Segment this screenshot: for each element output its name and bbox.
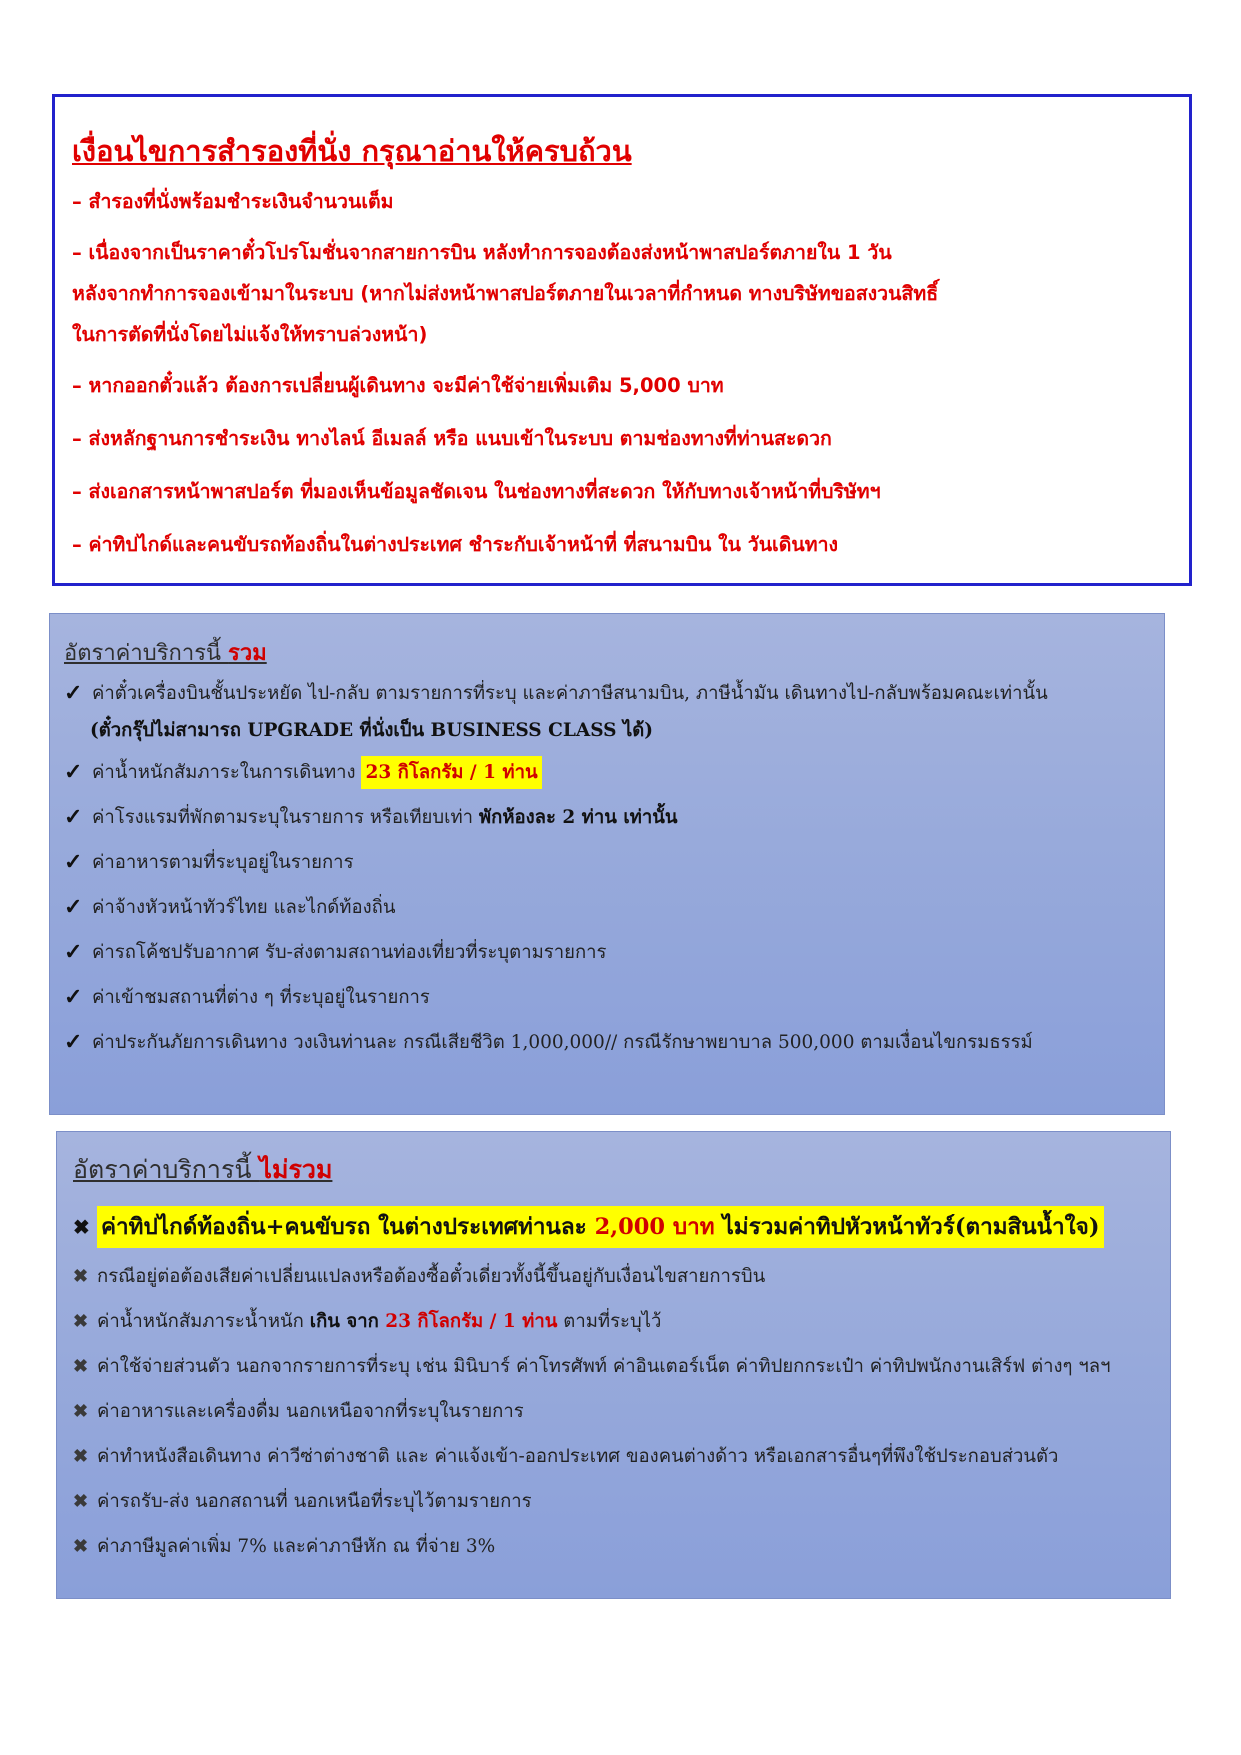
condition-passport-deadline (72, 232, 1171, 355)
hotel-occupancy: พักห้องละ 2 ท่าน เท่านั้น (478, 807, 678, 828)
excluded-item-text: กรณีอยู่ต่อต้องเสียค่าเปลี่ยนแปลงหรือต้องซื้อตั๋วเดี่ยวทั้งนี้ขึ้นอยู่กับเงื่อนไขสายการบิน (97, 1266, 766, 1287)
included-item-insurance (64, 1028, 1150, 1058)
baggage-allowance-highlight: 23 กิโลกรัม / 1 ท่าน (361, 756, 541, 789)
excluded-item-tips (73, 1206, 1156, 1248)
included-item-airfare (64, 679, 1150, 709)
excluded-title-accent: ไม่รวม (259, 1155, 333, 1184)
check-icon: ✓ (64, 680, 83, 706)
included-item-admission (64, 983, 1150, 1013)
included-item-text: ค่าจ้างหัวหน้าทัวร์ไทย และไกด์ท้องถิ่น (92, 897, 396, 918)
included-title-accent: รวม (228, 640, 267, 666)
included-airfare-note: (ตั๋วกรุ๊ปไม่สามารถ UPGRADE ที่นั่งเป็น BUSINESS CLASS ได้) (90, 720, 654, 741)
excluded-item-extension (73, 1262, 1156, 1292)
cross-icon: ✖ (73, 1536, 89, 1557)
excluded-title (73, 1152, 1156, 1188)
check-icon: ✓ (64, 894, 83, 920)
included-item-baggage (64, 758, 1150, 788)
excluded-item-text: ค่าทำหนังสือเดินทาง ค่าวีซ่าต่างชาติ และ ค่าแจ้งเข้า-ออกประเทศ ของคนต่างด้าว หรือเอกสารอื่นๆที่พึงใช้ประกอบส่วนตัว (97, 1446, 1059, 1467)
overweight-suffix: ตามที่ระบุไว้ (557, 1311, 662, 1332)
included-item-text: ค่าอาหารตามที่ระบุอยู่ในรายการ (92, 852, 354, 873)
excluded-item-taxes (73, 1532, 1156, 1562)
booking-conditions-box (52, 94, 1192, 586)
check-icon: ✓ (64, 939, 83, 965)
cross-icon: ✖ (73, 1266, 89, 1287)
included-title-prefix: อัตราค่าบริการนี้ (64, 641, 229, 666)
baggage-label: ค่าน้ำหนักสัมภาระในการเดินทาง (92, 762, 362, 783)
condition-passport-copy: – ส่งเอกสารหน้าพาสปอร์ต ที่มองเห็นข้อมูลชัดเจน ในช่องทางที่สะดวก ให้กับทางเจ้าหน้าที่บริษัทฯ (72, 480, 881, 503)
overweight-label: ค่าน้ำหนักสัมภาระน้ำหนัก (97, 1311, 310, 1332)
excluded-services-panel (56, 1131, 1171, 1599)
check-icon: ✓ (64, 849, 83, 875)
included-item-text: ค่ารถโค้ชปรับอากาศ รับ-ส่งตามสถานท่องเที่ยวที่ระบุตามรายการ (92, 942, 607, 963)
tips-amount: 2,000 บาท (594, 1214, 715, 1240)
condition-payment-proof: – ส่งหลักฐานการชำระเงิน ทางไลน์ อีเมลล์ หรือ แนบเข้าในระบบ ตามช่องทางที่ท่านสะดวก (72, 427, 832, 450)
excluded-item-text (97, 1307, 661, 1337)
included-item-coach (64, 938, 1150, 968)
included-item-hotel (64, 803, 1150, 833)
included-item-guides (64, 893, 1150, 923)
excluded-item-passport-visa (73, 1442, 1156, 1472)
cross-icon: ✖ (73, 1401, 89, 1422)
tips-text-c: ไม่รวมค่าทิปหัวหน้าทัวร์(ตามสินน้ำใจ) (714, 1214, 1100, 1240)
check-icon: ✓ (64, 1029, 83, 1055)
included-item-text: ค่าเข้าชมสถานที่ต่าง ๆ ที่ระบุอยู่ในรายการ (92, 987, 430, 1008)
excluded-item-transfers (73, 1487, 1156, 1517)
cross-icon: ✖ (73, 1356, 89, 1377)
condition-passport-line-3: ในการตัดที่นั่งโดยไม่แจ้งให้ทราบล่วงหน้า) (72, 323, 428, 346)
cross-icon: ✖ (73, 1311, 89, 1332)
excluded-item-overweight (73, 1307, 1156, 1337)
included-item-text (92, 758, 542, 788)
included-item-text (92, 803, 678, 833)
cross-icon: ✖ (73, 1491, 89, 1512)
excluded-item-text: ค่ารถรับ-ส่ง นอกสถานที่ นอกเหนือที่ระบุไว้ตามรายการ (97, 1491, 532, 1512)
included-item-text: ค่าตั๋วเครื่องบินชั้นประหยัด ไป-กลับ ตามรายการที่ระบุ และค่าภาษีสนามบิน, ภาษีน้ำมัน เดินทางไป-กลับพร้อมคณะเท่านั้น (92, 683, 1048, 704)
check-icon: ✓ (64, 984, 83, 1010)
excluded-tips-highlight (97, 1206, 1104, 1248)
excluded-item-personal (73, 1352, 1156, 1382)
overweight-exceed: เกิน จาก (309, 1311, 386, 1332)
condition-passport-line-2: หลังจากทำการจองเข้ามาในระบบ (หากไม่ส่งหน้าพาสปอร์ตภายในเวลาที่กำหนด ทางบริษัทขอสงวนสิทธิ์ (72, 282, 939, 305)
condition-passport-line-1: – เนื่องจากเป็นราคาตั๋วโปรโมชั่นจากสายการบิน หลังทำการจองต้องส่งหน้าพาสปอร์ตภายใน 1 วัน (72, 241, 892, 264)
excluded-item-extra-meals (73, 1397, 1156, 1427)
included-title (64, 638, 1150, 669)
condition-full-payment: – สำรองที่นั่งพร้อมชำระเงินจำนวนเต็ม (72, 190, 394, 213)
cross-icon: ✖ (73, 1215, 90, 1239)
cross-icon: ✖ (73, 1446, 89, 1467)
conditions-title: เงื่อนไขการสำรองที่นั่ง กรุณาอ่านให้ครบถ้วน (72, 134, 632, 168)
excluded-item-text: ค่าอาหารและเครื่องดื่ม นอกเหนือจากที่ระบุในรายการ (97, 1401, 524, 1422)
condition-name-change-fee: – หากออกตั๋วแล้ว ต้องการเปลี่ยนผู้เดินทาง จะมีค่าใช้จ่ายเพิ่มเติม 5,000 บาท (72, 374, 724, 397)
included-services-panel (49, 613, 1165, 1115)
check-icon: ✓ (64, 804, 83, 830)
overweight-limit: 23 กิโลกรัม / 1 ท่าน (385, 1311, 558, 1332)
condition-tips-payment: – ค่าทิปไกด์และคนขับรถท้องถิ่นในต่างประเทศ ชำระกับเจ้าหน้าที่ ที่สนามบิน ใน วันเดินทาง (72, 533, 839, 556)
excluded-item-text: ค่าใช้จ่ายส่วนตัว นอกจากรายการที่ระบุ เช่น มินิบาร์ ค่าโทรศัพท์ ค่าอินเตอร์เน็ต ค่าทิปยกกระเป๋า ค่าทิปพนักงานเสิร์ฟ ต่างๆ ฯลฯ (97, 1356, 1111, 1377)
excluded-item-text: ค่าภาษีมูลค่าเพิ่ม 7% และค่าภาษีหัก ณ ที่จ่าย 3% (97, 1536, 496, 1557)
check-icon: ✓ (64, 759, 83, 785)
included-item-meals (64, 848, 1150, 878)
included-item-text: ค่าประกันภัยการเดินทาง วงเงินท่านละ กรณีเสียชีวิต 1,000,000// กรณีรักษาพยาบาล 500,000 ตามเงื่อนไขกรมธรรม์ (92, 1032, 1033, 1053)
hotel-label: ค่าโรงแรมที่พักตามระบุในรายการ หรือเทียบเท่า (92, 807, 479, 828)
excluded-title-prefix: อัตราค่าบริการนี้ (73, 1155, 260, 1184)
tips-text-a: ค่าทิปไกด์ท้องถิ่น+คนขับรถ ในต่างประเทศท่านละ (101, 1214, 595, 1240)
